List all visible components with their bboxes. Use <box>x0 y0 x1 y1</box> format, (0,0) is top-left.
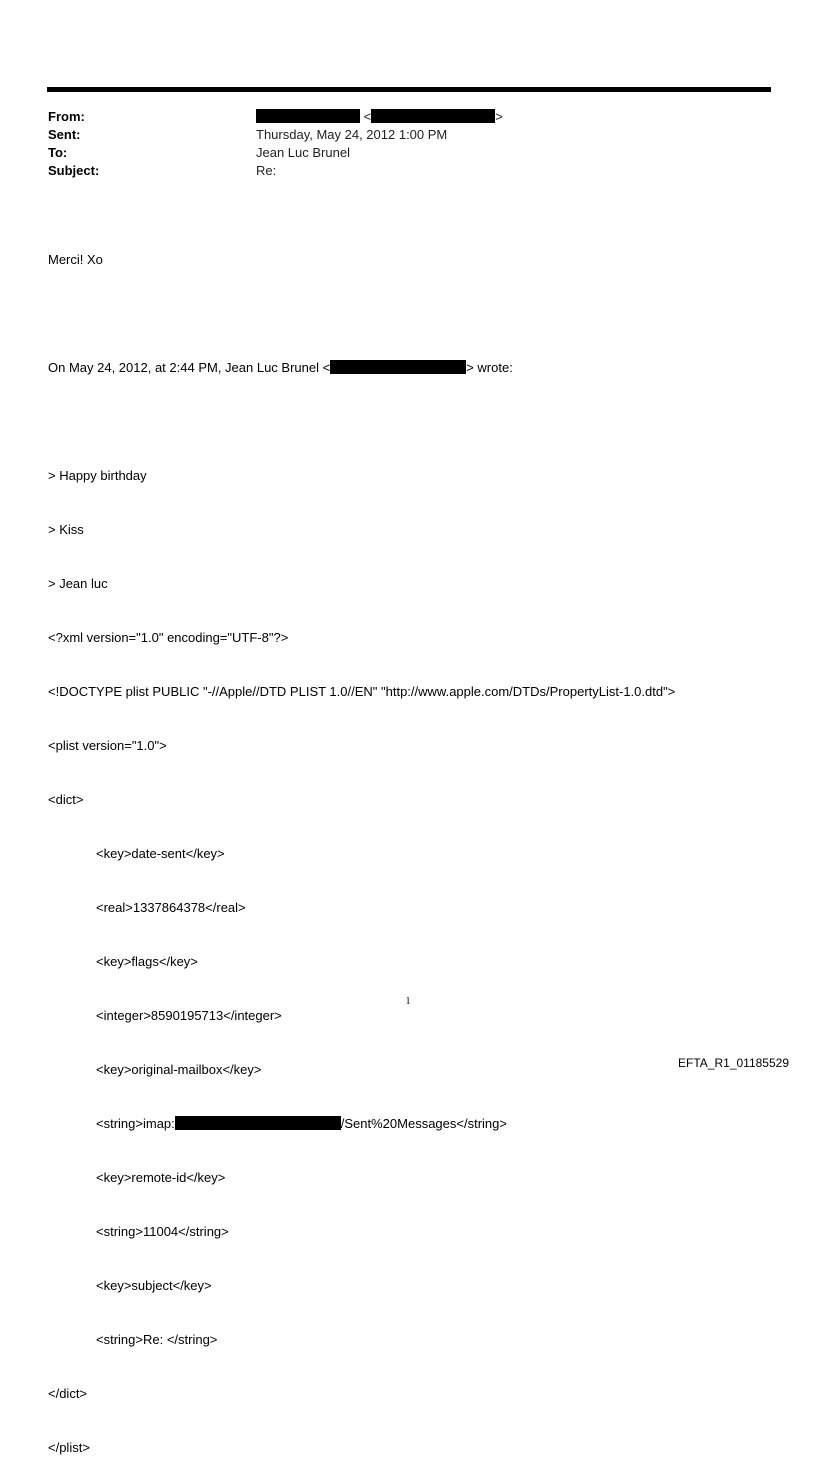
subject-label: Subject: <box>48 163 100 178</box>
doctype-line: <!DOCTYPE plist PUBLIC "-//Apple//DTD PLIST 1.0//EN" "http://www.apple.com/DTDs/PropertyList-1.0.dtd"> <box>48 684 676 699</box>
dict-close: </dict> <box>48 1386 88 1401</box>
to-value: Jean Luc Brunel <box>256 145 350 160</box>
bates-number: EFTA_R1_01185529 <box>678 1056 789 1070</box>
subject-value: Re: <box>256 163 277 178</box>
redaction-box <box>371 109 495 123</box>
dict-line: <key>date-sent</key> <box>96 846 225 861</box>
to-label: To: <box>48 145 68 160</box>
redaction-box <box>256 109 360 123</box>
from-value <box>256 108 503 126</box>
quoted-line: > Kiss <box>48 522 84 537</box>
from-email-close: > <box>495 109 503 124</box>
dict-line: <key>flags</key> <box>96 954 198 969</box>
plist-open: <plist version="1.0"> <box>48 738 167 753</box>
imap-line: <string>imap: /Sent%20Messages</string> <box>96 1116 507 1131</box>
plist-close: </plist> <box>48 1440 90 1455</box>
dict-line: <real>1337864378</real> <box>96 900 246 915</box>
sent-label: Sent: <box>48 127 81 142</box>
greeting: Merci! Xo <box>48 252 103 267</box>
redaction-box <box>175 1116 341 1130</box>
dict-open: <dict> <box>48 792 84 807</box>
quote-intro: On May 24, 2012, at 2:44 PM, Jean Luc Brunel < > wrote: <box>48 360 513 375</box>
quoted-line: > Happy birthday <box>48 468 147 483</box>
from-label: From: <box>48 109 85 124</box>
dict-line: <key>original-mailbox</key> <box>96 1062 262 1077</box>
xml-declaration: <?xml version="1.0" encoding="UTF-8"?> <box>48 630 289 645</box>
dict-line: <key>remote-id</key> <box>96 1170 226 1185</box>
dict-line: <key>subject</key> <box>96 1278 212 1293</box>
from-email-open: < <box>363 109 372 124</box>
redaction-box <box>330 360 466 374</box>
sent-value: Thursday, May 24, 2012 1:00 PM <box>256 127 448 142</box>
page-number: 1 <box>405 996 411 1007</box>
header-rule <box>47 87 771 92</box>
dict-line: <integer>8590195713</integer> <box>96 1008 282 1023</box>
email-body <box>48 215 675 1475</box>
dict-line: <string>Re: </string> <box>96 1332 218 1347</box>
quoted-line: > Jean luc <box>48 576 108 591</box>
dict-line: <string>11004</string> <box>96 1224 229 1239</box>
